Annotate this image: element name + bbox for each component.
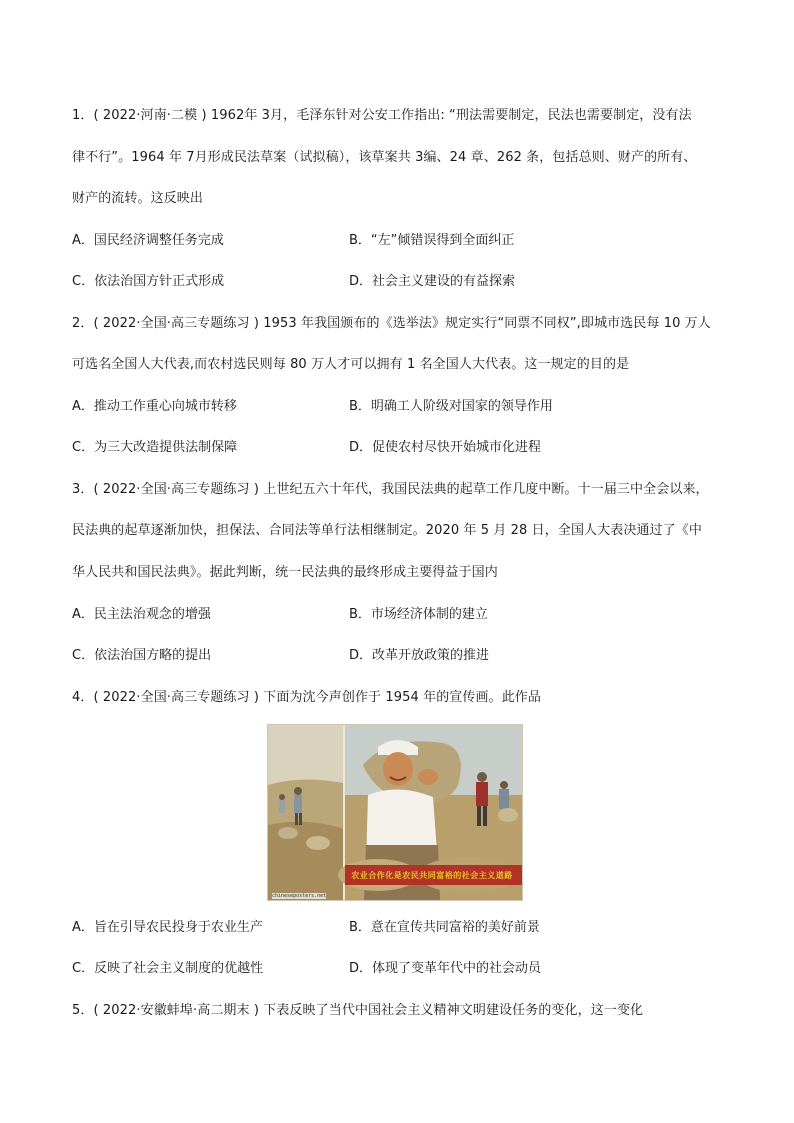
question-4-option-b[interactable]: B．意在宣传共同富裕的美好前景 [349,920,540,935]
question-3-stem-line-1: 3．( 2022·全国·高三专题练习 ) 上世纪五六十年代，我国民法典的起草工作几度中断。十一届三中全会以来， [72,482,709,497]
question-1-option-a[interactable]: A．国民经济调整任务完成 [72,233,224,248]
question-2-option-a[interactable]: A．推动工作重心向城市转移 [72,399,237,414]
question-2-stem-line-1: 2．( 2022·全国·高三专题练习 ) 1953 年我国颁布的《选举法》规定实行“同票不同权”,即城市选民每 10 万人 [72,316,711,331]
poster-credit: chineseposters.net [272,893,327,899]
question-2-stem-line-2: 可选名全国人大代表,而农村选民则每 80 万人才可以拥有 1 名全国人大代表。这一规定的目的是 [72,357,630,372]
question-4-stem-line-1: 4．( 2022·全国·高三专题练习 ) 下面为沈今声创作于 1954 年的宣传画。此作品 [72,690,542,705]
question-4-option-c[interactable]: C．反映了社会主义制度的优越性 [72,961,264,976]
propaganda-poster-image [267,724,523,901]
question-3-stem-line-3: 华人民共和国民法典》。据此判断，统一民法典的最终形成主要得益于国内 [72,565,498,580]
question-2-option-c[interactable]: C．为三大改造提供法制保障 [72,440,238,455]
question-1-option-c[interactable]: C．依法治国方针正式形成 [72,274,225,289]
poster-slogan: 农业合作化是农民共同富裕的社会主义道路 [351,871,513,880]
question-2-option-b[interactable]: B．明确工人阶级对国家的领导作用 [349,399,553,414]
question-1-stem-line-1: 1．( 2022·河南·二模 ) 1962年 3月，毛泽东针对公安工作指出: “刑法需要制定，民法也需要制定，没有法 [72,108,692,123]
question-2-option-d[interactable]: D．促使农村尽快开始城市化进程 [349,440,542,455]
question-3-stem-line-2: 民法典的起草逐渐加快，担保法、合同法等单行法相继制定。2020 年 5 月 28 日，全国人大表决通过了《中 [72,523,702,538]
question-5-stem-line-1: 5．( 2022·安徽蚌埠·高二期末 ) 下表反映了当代中国社会主义精神文明建设任务的变化，这一变化 [72,1003,644,1018]
question-3-option-a[interactable]: A．民主法治观念的增强 [72,607,211,622]
question-1-option-b[interactable]: B．“左”倾错误得到全面纠正 [349,233,515,248]
question-1-stem-line-2: 律不行”。1964 年 7月形成民法草案（试拟稿），该草案共 3编、24 章、262 条，包括总则、财产的所有、 [72,150,697,165]
question-3-option-c[interactable]: C．依法治国方略的提出 [72,648,212,663]
question-4-option-a[interactable]: A．旨在引导农民投身于农业生产 [72,920,263,935]
question-1-stem-line-3: 财产的流转。这反映出 [72,191,204,206]
question-4-option-d[interactable]: D．体现了变革年代中的社会动员 [349,961,542,976]
question-3-option-b[interactable]: B．市场经济体制的建立 [349,607,488,622]
question-1-option-d[interactable]: D．社会主义建设的有益探索 [349,274,516,289]
question-3-option-d[interactable]: D．改革开放政策的推进 [349,648,490,663]
